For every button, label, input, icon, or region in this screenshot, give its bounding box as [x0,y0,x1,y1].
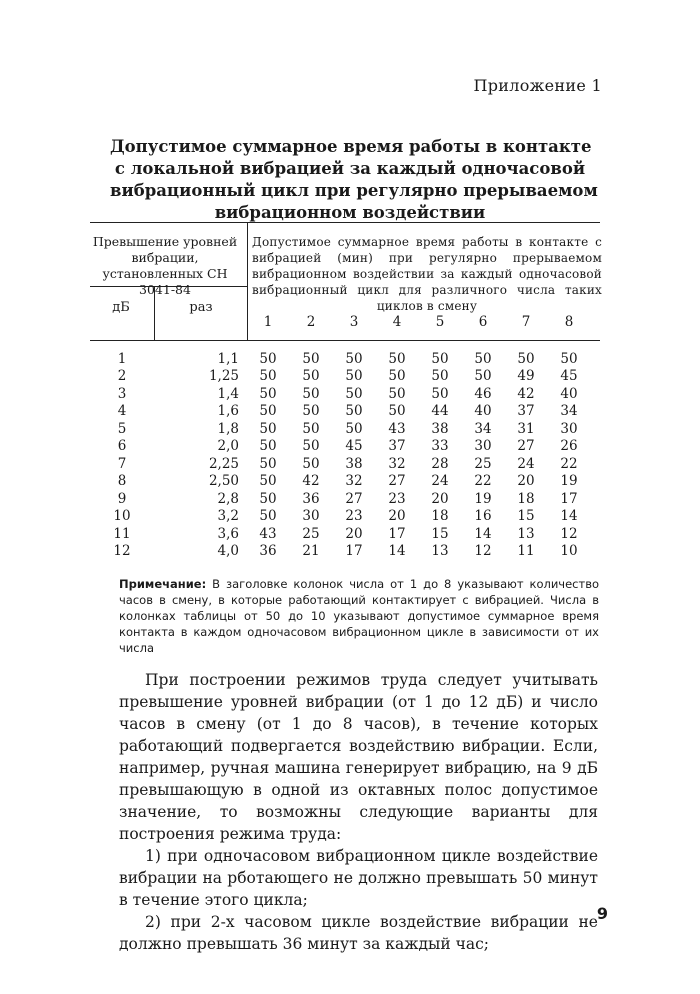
cell-db: 9 [117,490,127,507]
cell-minutes: 19 [560,473,578,490]
cell-minutes: 50 [431,351,449,367]
cell-minutes: 50 [345,351,363,367]
cell-minutes: 50 [302,368,320,385]
cell-minutes: 50 [302,403,320,420]
cell-minutes: 21 [302,542,320,559]
body-item-2: 2) при 2-х часовом цикле воздействие вибрации не должно превышать 36 минут за каждый час; [119,913,598,953]
cell-minutes: 50 [388,403,406,420]
cell-minutes: 27 [345,490,363,507]
cell-minutes: 50 [259,438,277,455]
cell-minutes: 27 [388,473,406,490]
table-row [90,368,600,386]
cell-minutes: 50 [302,438,320,455]
cell-raz: 1,1 [217,351,239,367]
cell-minutes: 50 [302,455,320,472]
cell-minutes: 31 [517,420,535,437]
cell-minutes: 50 [345,385,363,402]
cell-db: 3 [117,385,127,402]
table-note [119,576,599,656]
cell-minutes: 42 [302,473,320,490]
cell-minutes: 17 [345,542,363,559]
cell-minutes: 12 [474,542,492,559]
title-line: вибрационный цикл при регулярно прерываемом [110,181,598,200]
cell-minutes: 13 [517,525,535,542]
cell-minutes: 50 [388,385,406,402]
cell-minutes: 50 [345,420,363,437]
cell-minutes: 17 [560,490,578,507]
cell-db: 4 [117,403,127,420]
cell-raz: 3,2 [217,508,239,525]
cell-minutes: 49 [517,368,535,385]
cell-minutes: 50 [259,351,277,367]
cycle-number-header: 6 [478,314,488,330]
cell-raz: 4,0 [217,542,239,559]
cell-minutes: 46 [474,385,492,402]
cycle-number-header: 7 [521,314,531,330]
cell-minutes: 50 [259,490,277,507]
cell-minutes: 50 [259,455,277,472]
header-db: дБ [112,300,130,315]
table-row [90,438,600,456]
cell-minutes: 40 [474,403,492,420]
cell-minutes: 25 [302,525,320,542]
cell-minutes: 38 [431,420,449,437]
cell-minutes: 16 [474,508,492,525]
cell-db: 8 [117,473,127,490]
cell-raz: 2,50 [208,473,239,490]
cell-minutes: 24 [517,455,535,472]
cell-minutes: 50 [302,420,320,437]
cell-minutes: 11 [517,542,535,559]
cell-minutes: 15 [431,525,449,542]
cell-minutes: 37 [517,403,535,420]
cell-minutes: 32 [388,455,406,472]
table-row [90,526,600,544]
cell-minutes: 50 [517,351,535,367]
cell-minutes: 34 [474,420,492,437]
cell-minutes: 10 [560,542,578,559]
cell-minutes: 50 [345,368,363,385]
table-title [110,136,598,224]
cell-minutes: 50 [474,351,492,367]
table-row [90,473,600,491]
cycle-number-header: 2 [306,314,316,330]
cell-minutes: 19 [474,490,492,507]
cell-minutes: 15 [517,508,535,525]
cell-minutes: 30 [560,420,578,437]
table-row [90,491,600,509]
table-top-rule [90,222,600,223]
cell-minutes: 14 [388,542,406,559]
cell-db: 5 [117,420,127,437]
note-label: Примечание: [119,577,207,591]
cell-minutes: 23 [388,490,406,507]
cell-minutes: 34 [560,403,578,420]
cell-minutes: 33 [431,438,449,455]
cycle-number-header: 8 [564,314,574,330]
cell-minutes: 24 [431,473,449,490]
cell-minutes: 36 [302,490,320,507]
cell-minutes: 50 [302,351,320,367]
cell-raz: 1,6 [217,403,239,420]
note-text: В заголовке колонок числа от 1 до 8 указывают количество часов в смену, в которые работающий контактирует с вибрацией. Числа в колонках таблицы от 50 до 10 указывают допустимое суммарное время контакта в каждом одночасовом вибрационном цикле в зависимости от их числа [119,577,600,655]
body-text [119,669,598,955]
cell-minutes: 50 [259,385,277,402]
cell-raz: 1,8 [217,420,239,437]
table-row [90,421,600,439]
cell-minutes: 43 [388,420,406,437]
cell-minutes: 50 [259,403,277,420]
table-row [90,403,600,421]
header-bottom-rule [90,340,600,341]
cell-minutes: 50 [259,420,277,437]
cell-minutes: 20 [517,473,535,490]
cell-minutes: 14 [474,525,492,542]
header-raz: раз [189,300,213,315]
cell-minutes: 50 [259,508,277,525]
cell-minutes: 44 [431,403,449,420]
table-row [90,386,600,404]
cell-minutes: 50 [474,368,492,385]
header-excess: Превышение уровней вибрации, установленных СН 3041-84 [92,234,238,297]
cell-raz: 2,8 [217,490,239,507]
cell-minutes: 25 [474,455,492,472]
cell-minutes: 40 [560,385,578,402]
cell-minutes: 50 [345,403,363,420]
cycle-number-header: 1 [263,314,273,330]
cell-db: 2 [117,368,127,385]
title-line: с локальной вибрацией за каждый одночасовой [114,159,586,178]
cell-db: 1 [117,351,127,367]
cycle-number-header: 4 [392,314,402,330]
cell-minutes: 12 [560,525,578,542]
cell-db: 6 [117,438,127,455]
cell-db: 10 [113,508,131,525]
cell-minutes: 50 [431,385,449,402]
cell-raz: 3,6 [217,525,239,542]
cell-minutes: 27 [517,438,535,455]
cell-minutes: 14 [560,508,578,525]
body-item-1: 1) при одночасовом вибрационном цикле воздействие вибрации на рботающего не должно превышать 50 минут в течение этого цикла; [119,847,598,909]
cell-minutes: 50 [302,385,320,402]
cell-minutes: 20 [388,508,406,525]
cell-minutes: 22 [474,473,492,490]
cell-minutes: 17 [388,525,406,542]
cell-minutes: 50 [388,351,406,367]
cell-raz: 1,25 [208,368,239,385]
title-line: Допустимое суммарное время работы в контакте [110,137,592,156]
cell-minutes: 23 [345,508,363,525]
cell-minutes: 45 [345,438,363,455]
cell-minutes: 20 [431,490,449,507]
cell-db: 7 [117,455,127,472]
cell-minutes: 18 [517,490,535,507]
cell-minutes: 28 [431,455,449,472]
cell-minutes: 38 [345,455,363,472]
cell-minutes: 20 [345,525,363,542]
cycle-number-header: 3 [349,314,359,330]
cell-minutes: 50 [259,368,277,385]
cell-minutes: 13 [431,542,449,559]
cell-db: 11 [113,525,131,542]
appendix-label: Приложение 1 [473,76,602,95]
header-allowed-time: Допустимое суммарное время работы в контакте с вибрацией (мин) при регулярно прерываемом вибрационном воздействии за каждый одночасовой вибрационный цикл для различного числа таких циклов в смену [252,235,602,313]
cell-minutes: 50 [431,368,449,385]
body-paragraph: При построении режимов труда следует учитывать превышение уровней вибрации (от 1 до 12 дБ) и число часов в смену (от 1 до 8 часов), в течение которых работающий подвергается воздействию вибрации. Если, например, ручная машина генерирует вибрацию, на 9 дБ превышающую в одной из октавных полос допустимое значение, то возможны следующие варианты для построения режима труда: [119,671,598,843]
cell-minutes: 30 [302,508,320,525]
cell-minutes: 45 [560,368,578,385]
cell-db: 12 [113,542,131,559]
cell-minutes: 36 [259,542,277,559]
table-row [90,351,600,369]
title-line: вибрационном воздействии [214,203,486,222]
cell-minutes: 30 [474,438,492,455]
cell-minutes: 50 [560,351,578,367]
cell-minutes: 26 [560,438,578,455]
cell-raz: 1,4 [217,385,239,402]
cell-minutes: 50 [388,368,406,385]
cell-minutes: 32 [345,473,363,490]
cycle-number-header: 5 [435,314,445,330]
table-row [90,456,600,474]
table-row [90,508,600,526]
cell-minutes: 43 [259,525,277,542]
table-row [90,543,600,561]
cell-minutes: 18 [431,508,449,525]
cell-raz: 2,25 [208,455,239,472]
page-number: 9 [596,904,608,923]
header-divider [247,222,248,340]
cell-minutes: 50 [259,473,277,490]
cell-minutes: 42 [517,385,535,402]
cell-raz: 2,0 [217,438,239,455]
cell-minutes: 22 [560,455,578,472]
cell-minutes: 37 [388,438,406,455]
